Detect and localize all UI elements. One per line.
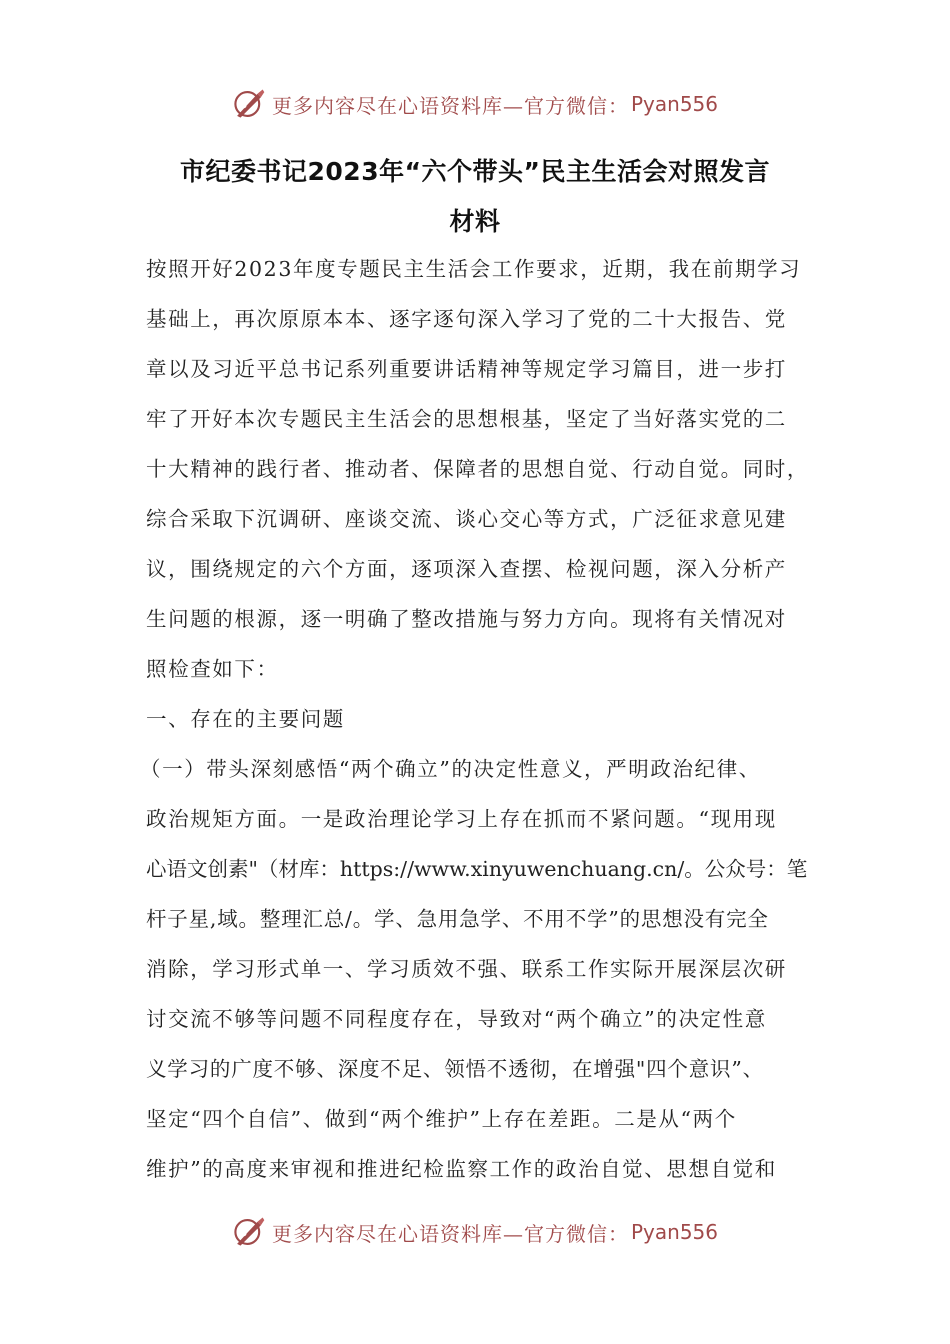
body-line: 消除，学习形式单一、学习质效不强、联系工作实际开展深层次研	[146, 957, 787, 981]
body-line: 照检查如下：	[146, 657, 279, 681]
body-line: 牢了开好本次专题民主生活会的思想根基，坚定了当好落实党的二	[146, 407, 787, 431]
body-line: 坚定“四个自信”、做到“两个维护”上存在差距。二是从“两个	[146, 1107, 737, 1131]
header-wechat-id: Pyan556	[630, 92, 718, 116]
body-line: 心语文创素"（材库：https://www.xinyuwenchuang.cn/。公众号：笔	[146, 857, 808, 881]
footer-banner	[0, 1212, 950, 1252]
pen-logo-icon	[232, 87, 266, 121]
body-line: 十大精神的践行者、推动者、保障者的思想自觉、行动自觉。同时，	[146, 457, 809, 481]
subsection-heading: （一）带头深刻感悟“两个确立”的决定性意义，严明政治纪律、	[140, 757, 761, 781]
header-banner	[0, 84, 950, 124]
body-line: 义学习的广度不够、深度不足、领悟不透彻，在增强"四个意识”、	[146, 1057, 764, 1081]
pen-logo-icon	[232, 1215, 266, 1249]
body-line: 章以及习近平总书记系列重要讲话精神等规定学习篇目，进一步打	[146, 357, 787, 381]
section-heading: 一、存在的主要问题	[146, 707, 345, 731]
body-line: 综合采取下沉调研、座谈交流、谈心交心等方式，广泛征求意见建	[146, 507, 787, 531]
body-line: 杆子星,域。整理汇总/。学、急用急学、不用不学”的思想没有完全	[146, 907, 769, 931]
body-line: 按照开好2023年度专题民主生活会工作要求，近期，我在前期学习	[146, 257, 802, 281]
body-line: 基础上，再次原原本本、逐字逐句深入学习了党的二十大报告、党	[146, 307, 787, 331]
body-line: 议，围绕规定的六个方面，逐项深入查摆、检视问题，深入分析产	[146, 557, 787, 581]
body-line: 生问题的根源，逐一明确了整改措施与努力方向。现将有关情况对	[146, 607, 787, 631]
body-line: 维护”的高度来审视和推进纪检监察工作的政治自觉、思想自觉和	[146, 1157, 777, 1181]
document-title-continued: 材料	[449, 207, 501, 236]
body-line: 政治规矩方面。一是政治理论学习上存在抓而不紧问题。“现用现	[146, 807, 777, 831]
footer-banner-text: 更多内容尽在心语资料库—官方微信：	[271, 1221, 629, 1246]
header-banner-text: 更多内容尽在心语资料库—官方微信：	[271, 93, 629, 118]
document-title: 市纪委书记2023年“六个带头”民主生活会对照发言	[180, 157, 770, 186]
footer-wechat-id: Pyan556	[630, 1220, 718, 1244]
body-line: 讨交流不够等问题不同程度存在，导致对“两个确立”的决定性意	[146, 1007, 767, 1031]
